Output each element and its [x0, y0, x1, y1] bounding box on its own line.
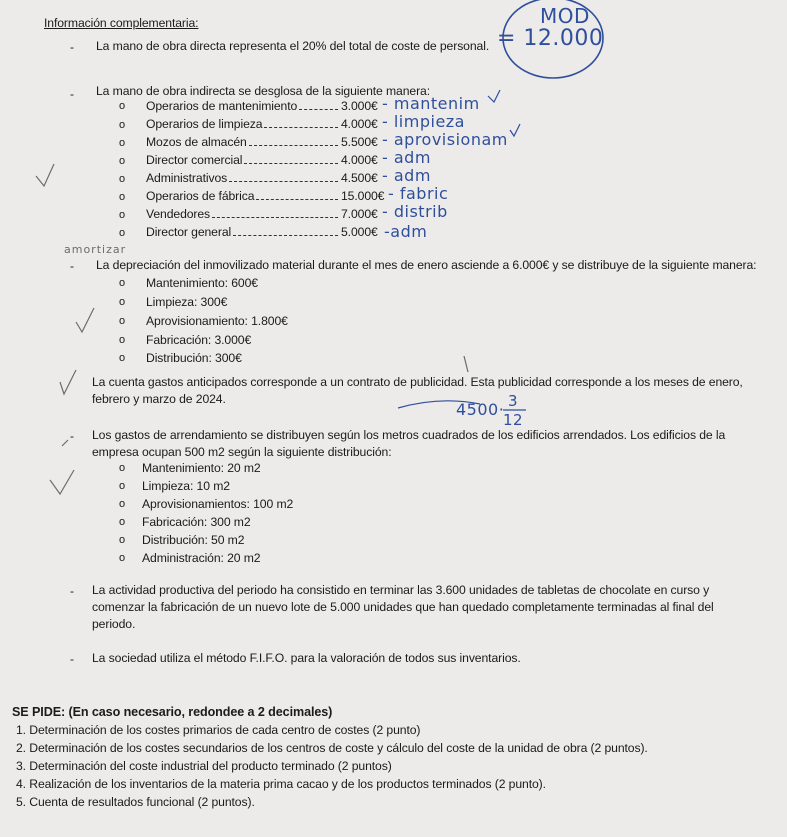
production-line-2: comenzar la fabricación de un nuevo lote de 5.000 unidades que han quedado completamente terminadas al final del	[92, 600, 714, 614]
checkmark-icon	[60, 370, 76, 394]
handwritten-mod: MOD	[540, 4, 590, 28]
handwritten-amortizar: amortizar	[64, 243, 127, 256]
checkmark-icon	[488, 90, 500, 102]
list-item: Mantenimiento: 20 m2	[142, 461, 261, 475]
bullet-dash: -	[70, 87, 74, 101]
depreciation-intro: La depreciación del inmovilizado material durante el mes de enero asciende a 6.000€ y se distribuye de la siguiente manera:	[96, 258, 757, 272]
production-line-3: periodo.	[92, 617, 136, 631]
checkmark-icon	[76, 308, 94, 332]
handwritten-annotation: - adm	[382, 148, 431, 167]
bullet-dash: -	[70, 259, 74, 273]
list-item: Aprovisionamiento: 1.800€	[146, 314, 288, 328]
ink-circle	[503, 0, 603, 78]
list-item: Distribución: 50 m2	[142, 533, 245, 547]
handwritten-mod-value: = 12.000	[497, 26, 604, 51]
bullet-dash: -	[70, 429, 74, 443]
ink-stroke	[464, 356, 468, 372]
handwritten-annotation: - adm	[382, 166, 431, 185]
checkmark-icon	[36, 164, 54, 186]
handwritten-annotation: - aprovisionam	[382, 130, 508, 149]
ink-stroke	[62, 440, 68, 446]
handwritten-annotation: -adm	[384, 222, 428, 241]
list-item: 5. Cuenta de resultados funcional (2 puntos).	[16, 795, 255, 809]
handwritten-annotation: - fabric	[388, 184, 449, 203]
moi-intro: La mano de obra indirecta se desglosa de la siguiente manera:	[96, 84, 431, 98]
list-item: Limpieza: 10 m2	[142, 479, 230, 493]
list-item: Limpieza: 300€	[146, 295, 228, 309]
list-item: 3. Determinación del coste industrial del producto terminado (2 puntos)	[16, 759, 392, 773]
list-item: Fabricación: 300 m2	[142, 515, 251, 529]
list-item: 1. Determinación de los costes primarios de cada centro de costes (2 punto)	[16, 723, 421, 737]
rent-line-1: Los gastos de arrendamiento se distribuyen según los metros cuadrados de los edificios arrendados. Los edificios de la	[92, 428, 726, 442]
mod-paragraph: La mano de obra directa representa el 20% del total de coste de personal.	[96, 39, 490, 53]
prepaid-line-1: La cuenta gastos anticipados corresponde a un contrato de publicidad. Esta publicidad corresponde a los meses de enero,	[92, 375, 743, 389]
handwritten-annotation: - mantenim	[382, 94, 480, 113]
handwritten-annotation: - distrib	[382, 202, 448, 221]
production-line-1: La actividad productiva del periodo ha consistido en terminar las 3.600 unidades de tabletas de chocolate en curso y	[92, 583, 710, 597]
bullet-dash: -	[70, 584, 74, 598]
handwritten-annotation: - limpieza	[382, 112, 465, 131]
handwritten-fraction-den: 12	[503, 411, 524, 429]
prepaid-line-2: febrero y marzo de 2024.	[92, 392, 226, 406]
bullet-dash: -	[70, 652, 74, 666]
rent-line-2: empresa ocupan 500 m2 según la siguiente distribución:	[92, 445, 392, 459]
se-pide-title: SE PIDE: (En caso necesario, redondee a 2 decimales)	[12, 705, 333, 719]
handwritten-fraction-num: 3	[508, 392, 519, 410]
list-item: 2. Determinación de los costes secundarios de los centros de coste y cálculo del coste de la unidad de obra (2 puntos).	[16, 741, 648, 755]
document-page: Información complementaria: - La mano de obra directa representa el 20% del total de coste de personal. - La mano de obra indirecta se desglosa de la siguiente manera: o Operarios de mantenimiento 3.000€ o Operarios de limpieza 4.000€ o Mozos de almacén 5.500€ o Director comercial 4.000€ o Administrativos 4.500€ o Operarios de fábrica 15.000€ o Vendedores 7.000€ o Director general 5.000€ - La depreciación del inmovilizado material durante el mes de enero asciende a 6.000€ y se distribuye de la siguiente manera: o Mantenimiento: 600€ o Limpieza: 300€ o Aprovisionamiento: 1.800€ o Fabricación: 3.000€ o Distribución: 300€ La cuenta gastos anticipados corresponde a un contrato de publicidad. Esta publicidad corresponde a los meses de enero, febrero y marzo de 2024. - Los gastos de arrendamiento se distribuyen según los metros cuadrados de los edificios arrendados. Los edificios de la empresa ocupan 500 m2 según la siguiente distribución: o Mantenimiento: 20 m2 o Limpieza: 10 m2 o Aprovisionamientos: 100 m2 o Fabricación: 300 m2 o Distribución: 50 m2 o Administración: 20 m2 - La actividad productiva del periodo ha consistido en terminar las 3.600 unidades de tabletas de chocolate en curso y comenzar la fabricación de un nuevo lote de 5.000 unidades que han quedado completamente terminadas al final del periodo. - La sociedad utiliza el método F.I.F.O. para la valoración de todos sus inventarios. SE PIDE: (En caso necesario, redondee a 2 decimales) 1. Determinación de los costes primarios de cada centro de costes (2 punto) 2. Determinación de los costes secundarios de los centros de coste y cálculo del coste de la unidad de obra (2 puntos). 3. Determinación del coste industrial del producto terminado (2 puntos) 4. Realización de los inventarios de la materia prima cacao y de los productos terminados (2 punto). 5. Cuenta de resultados funcional (2 puntos). MOD = 12.000 - mantenim - limpieza - aprovisionam - adm - adm - fabric - distrib -adm amortizar 4500· 3 12	[0, 0, 787, 837]
list-item: Aprovisionamientos: 100 m2	[142, 497, 294, 511]
handwritten-calc: 4500·	[456, 400, 505, 419]
bullet-dash: -	[70, 40, 74, 54]
list-item: Administración: 20 m2	[142, 551, 261, 565]
list-item: Fabricación: 3.000€	[146, 333, 252, 347]
checkmark-icon	[510, 124, 520, 136]
list-item: 4. Realización de los inventarios de la materia prima cacao y de los productos terminados (2 punto).	[16, 777, 546, 791]
section-heading: Información complementaria:	[44, 16, 199, 30]
list-item: Distribución: 300€	[146, 351, 242, 365]
ink-underline	[398, 401, 480, 408]
list-item: Mantenimiento: 600€	[146, 276, 258, 290]
fifo-paragraph: La sociedad utiliza el método F.I.F.O. para la valoración de todos sus inventarios.	[92, 651, 521, 665]
checkmark-icon	[50, 470, 74, 494]
